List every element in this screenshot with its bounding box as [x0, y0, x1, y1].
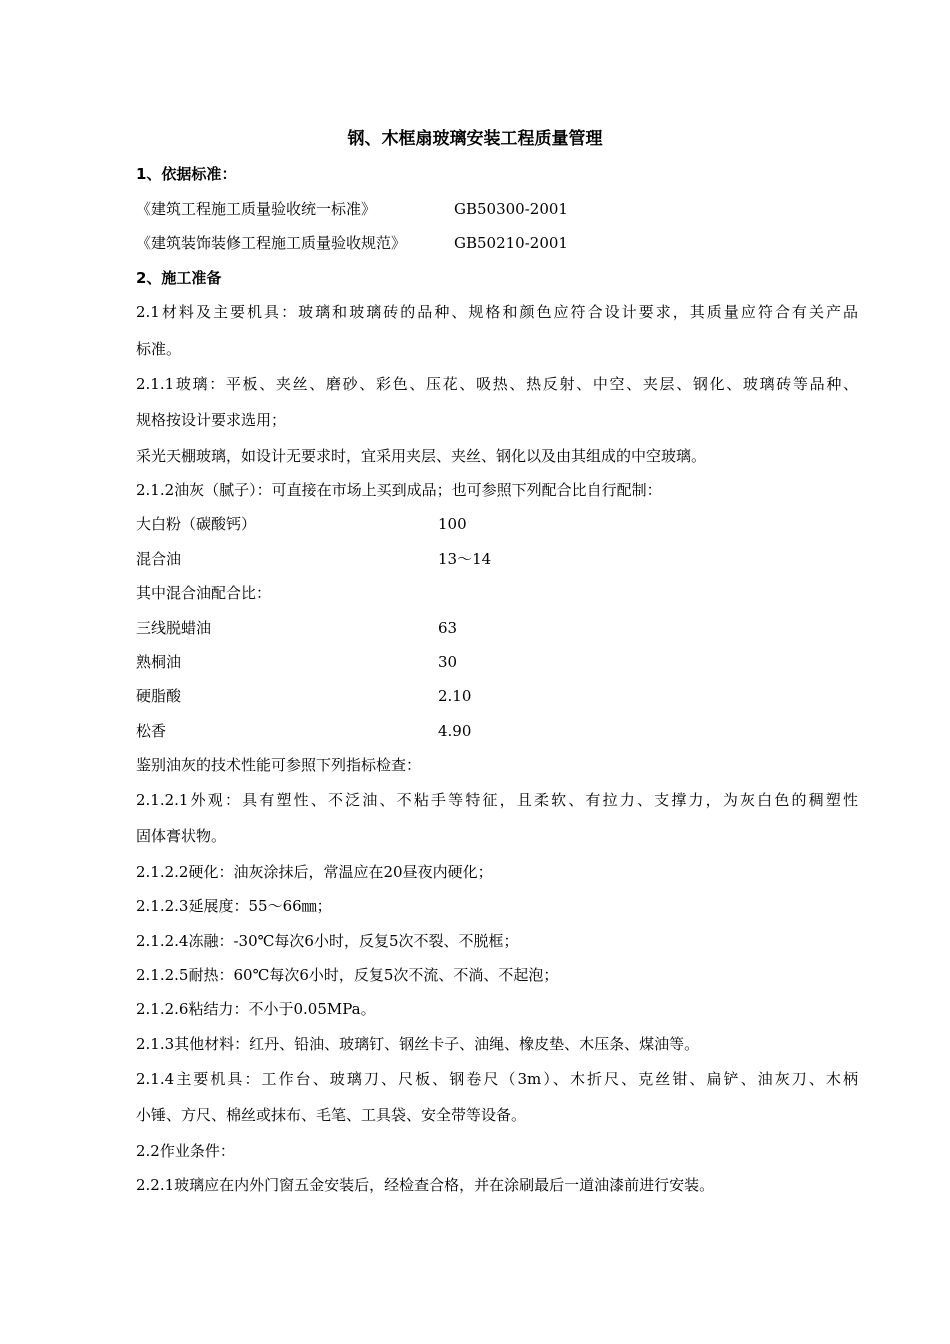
paragraph: 固体膏状物。: [136, 827, 227, 845]
page-title: 钢、木框扇玻璃安装工程质量管理: [347, 129, 603, 149]
mix-item-name: 硬脂酸: [136, 687, 182, 705]
standard-row: [136, 233, 406, 253]
mix-item-value: 2.10: [438, 687, 472, 705]
paragraph: 2.1.3其他材料：红丹、铅油、玻璃钉、钢丝卡子、油绳、橡皮垫、木压条、煤油等。: [136, 1035, 700, 1053]
paragraph: 2.1.2.4冻融：-30℃每次6小时，反复5次不裂、不脱框；: [136, 932, 519, 950]
paragraph: 2.1.2.1外观：具有塑性、不泛油、不粘手等特征，且柔软、有拉力、支撑力，为灰白色的稠塑性: [136, 791, 858, 809]
paragraph: 其中混合油配合比：: [136, 584, 272, 602]
standard-code: GB50300-2001: [454, 200, 568, 218]
paragraph: 2.1.2.2硬化：油灰涂抹后，常温应在20昼夜内硬化；: [136, 863, 493, 881]
mix-item-value: 63: [438, 619, 458, 637]
paragraph: 2.1材料及主要机具：玻璃和玻璃砖的品种、规格和颜色应符合设计要求，其质量应符合有关产品: [136, 303, 858, 321]
paragraph: 标准。: [136, 340, 182, 358]
standard-name: 《建筑装饰装修工程施工质量验收规范》: [136, 234, 407, 252]
paragraph: 小锤、方尺、棉丝或抹布、毛笔、工具袋、安全带等设备。: [136, 1106, 527, 1124]
paragraph: 规格按设计要求选用；: [136, 411, 287, 429]
mix-item-value: 30: [438, 653, 458, 671]
paragraph: 2.1.1玻璃：平板、夹丝、磨砂、彩色、压花、吸热、热反射、中空、夹层、钢化、玻璃砖等品种、: [136, 375, 858, 393]
mix-item-value: 100: [438, 515, 467, 533]
paragraph: 2.2作业条件：: [136, 1142, 235, 1160]
standard-name: 《建筑工程施工质量验收统一标准》: [136, 200, 377, 218]
mix-item-name: 大白粉（碳酸钙）: [136, 515, 257, 533]
paragraph: 2.1.2.3延展度：55～66㎜；: [136, 897, 332, 915]
paragraph: 2.1.2.6粘结力：不小于0.05MPa。: [136, 1000, 376, 1018]
paragraph: 2.1.4主要机具：工作台、玻璃刀、尺板、钢卷尺（3m）、木折尺、克丝钳、扁铲、油灰刀、木柄: [136, 1070, 858, 1088]
paragraph: 采光天棚玻璃，如设计无要求时，宜采用夹层、夹丝、钢化以及由其组成的中空玻璃。: [136, 447, 707, 465]
mix-item-value: 13～14: [438, 550, 492, 568]
standard-code: GB50210-2001: [454, 234, 568, 252]
section-2-heading: 2、施工准备: [136, 269, 222, 287]
standard-row: [136, 199, 376, 219]
mix-item-name: 松香: [136, 722, 167, 740]
paragraph: 2.1.2油灰（腻子）：可直接在市场上买到成品；也可参照下列配合比自行配制：: [136, 481, 662, 499]
section-1-heading: 1、依据标准：: [136, 165, 237, 183]
mix-item-name: 三线脱蜡油: [136, 619, 212, 637]
mix-item-value: 4.90: [438, 722, 472, 740]
mix-item-name: 熟桐油: [136, 653, 182, 671]
paragraph: 鉴别油灰的技术性能可参照下列指标检查：: [136, 756, 422, 774]
mix-item-name: 混合油: [136, 550, 182, 568]
paragraph: 2.1.2.5耐热：60℃每次6小时，反复5次不流、不淌、不起泡；: [136, 966, 559, 984]
paragraph: 2.2.1玻璃应在内外门窗五金安装后，经检查合格，并在涂刷最后一道油漆前进行安装。: [136, 1176, 715, 1194]
